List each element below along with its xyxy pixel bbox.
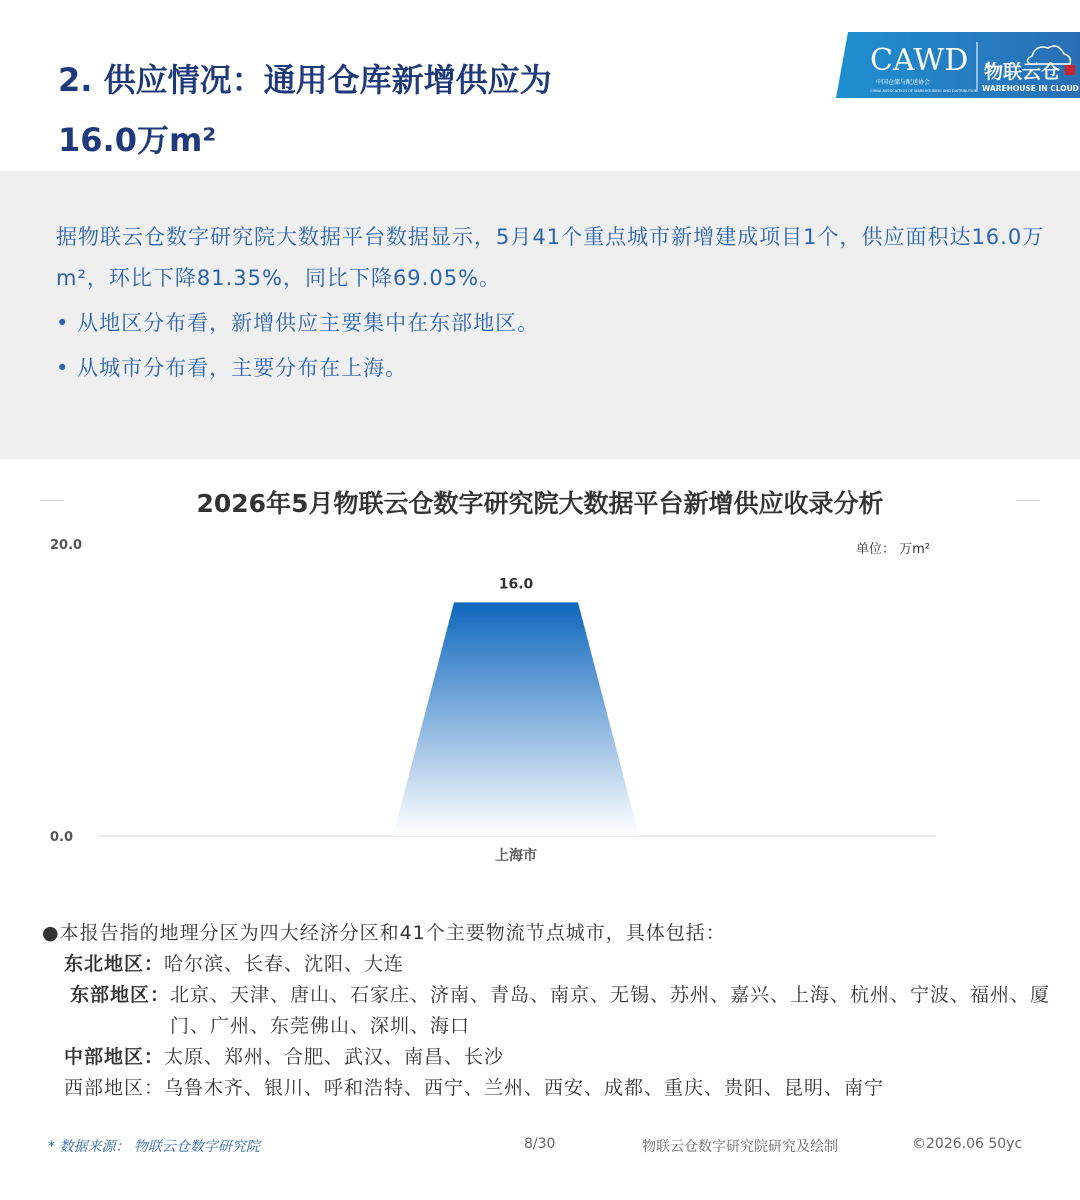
- region-row-east: [42, 980, 1052, 1042]
- region-label: 东北地区：: [64, 953, 165, 975]
- region-row-central: [42, 1042, 1052, 1073]
- page-title-line1: 2. 供应情况：通用仓库新增供应为: [58, 61, 552, 99]
- region-row-west: [42, 1073, 1052, 1104]
- region-cities: 北京、天津、唐山、石家庄、济南、青岛、南京、无锡、苏州、嘉兴、上海、杭州、宁波、福州、厦门、广州、东莞佛山、深圳、海口: [170, 984, 1051, 1037]
- brand-logo: [836, 32, 1080, 98]
- footer-copyright: ©2026.06 50yc: [912, 1136, 1023, 1152]
- intro-bullet-1: [56, 303, 1046, 344]
- logo-cawd-sub-cn: 中国仓储与配送协会: [876, 79, 931, 86]
- footer-page-number: 8/30: [524, 1136, 556, 1152]
- y-tick-label: 0.0: [50, 830, 74, 845]
- region-cities: 哈尔滨、长春、沈阳、大连: [164, 953, 405, 975]
- x-tick-label: 上海市: [495, 848, 537, 864]
- logo-brand-en: WAREHOUSE IN CLOUD: [982, 84, 1079, 93]
- region-notes: [42, 918, 1052, 1104]
- chart-title-rule-right: [1016, 500, 1040, 501]
- bullet-mark: •: [56, 311, 70, 335]
- chart-title: 2026年5月物联云仓数字研究院大数据平台新增供应收录分析: [196, 489, 884, 518]
- logo-brand-cn: 物联云仓: [984, 61, 1061, 83]
- supply-chart: [0, 528, 1080, 878]
- region-row-northeast: [42, 949, 1052, 980]
- page-title-line2: 16.0万m²: [58, 121, 217, 159]
- footer-source: * 数据来源： 物联云仓数字研究院: [48, 1139, 260, 1155]
- region-notes-intro: ●本报告指的地理分区为四大经济分区和41个主要物流节点城市，具体包括：: [42, 922, 726, 944]
- logo-red-square: [1065, 65, 1075, 75]
- intro-bullet-text: 从地区分布看，新增供应主要集中在东部地区。: [77, 311, 540, 335]
- logo-cawd-text: CAWD: [870, 43, 969, 78]
- footer-credit: 物联云仓数字研究院研究及绘制: [642, 1139, 838, 1155]
- intro-text: [56, 217, 1046, 389]
- region-cities: 乌鲁木齐、银川、呼和浩特、西宁、兰州、西安、成都、重庆、贵阳、昆明、南宁: [164, 1077, 885, 1099]
- region-label: 西部地区：: [64, 1077, 165, 1099]
- intro-panel: [0, 171, 1080, 459]
- bullet-mark: •: [56, 356, 70, 380]
- region-cities: 太原、郑州、合肥、武汉、南昌、长沙: [164, 1046, 505, 1068]
- y-tick-label: 20.0: [50, 538, 83, 553]
- intro-bullet-2: [56, 348, 1046, 389]
- intro-bullet-text: 从城市分布看，主要分布在上海。: [77, 356, 408, 380]
- intro-paragraph: 据物联云仓数字研究院大数据平台数据显示，5月41个重点城市新增建成项目1个，供应面积达16.0万m²，环比下降81.35%，同比下降69.05%。: [56, 225, 1045, 290]
- bar: [393, 602, 639, 836]
- logo-cawd-sub-en: CHINA ASSOCIATION OF WAREHOUSING AND DISTRIBUTION: [870, 89, 978, 93]
- region-label: 东部地区：: [70, 984, 171, 1006]
- page-title: [58, 50, 758, 170]
- unit-label: 单位： 万m²: [855, 542, 930, 557]
- data-label: 16.0: [498, 576, 534, 593]
- region-label: 中部地区：: [64, 1046, 165, 1068]
